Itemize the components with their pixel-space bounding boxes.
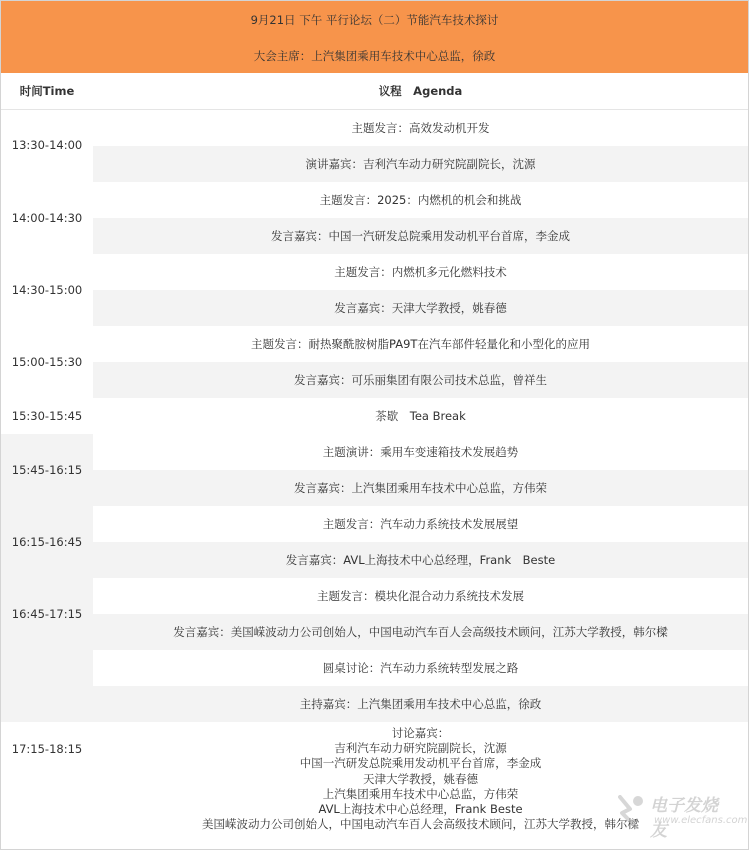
session-time: 15:30-15:45 [11, 409, 83, 423]
session-time: 14:30-15:00 [11, 283, 83, 297]
discussion-line: 美国嵘波动力公司创始人，中国电动汽车百人会高级技术顾问，江苏大学教授，韩尔樑 [202, 817, 639, 832]
table-header [1, 73, 748, 110]
session-time: 13:30-14:00 [11, 138, 83, 152]
agenda-item: 主持嘉宾：上汽集团乘用车技术中心总监，徐政 [93, 686, 748, 722]
agenda-item: 演讲嘉宾：吉利汽车动力研究院副院长，沈源 [93, 146, 748, 182]
agenda-item: 主题发言：耐热聚酰胺树脂PA9T在汽车部件轻量化和小型化的应用 [93, 326, 748, 362]
agenda-item: 主题发言：模块化混合动力系统技术发展 [93, 578, 748, 614]
agenda-item: 主题发言：高效发动机开发 [93, 110, 748, 146]
agenda-item: 发言嘉宾：AVL上海技术中心总经理，Frank Beste [93, 542, 748, 578]
agenda-item: 主题发言：内燃机多元化燃料技术 [93, 254, 748, 290]
forum-chair: 大会主席：上汽集团乘用车技术中心总监，徐政 [253, 49, 496, 63]
forum-header [1, 1, 748, 73]
agenda-item: 发言嘉宾：天津大学教授，姚春德 [93, 290, 748, 326]
agenda-item: 主题发言：汽车动力系统技术发展展望 [93, 506, 748, 542]
agenda-item: 发言嘉宾：上汽集团乘用车技术中心总监，方伟荣 [93, 470, 748, 506]
agenda-item: 发言嘉宾：可乐丽集团有限公司技术总监，曾祥生 [93, 362, 748, 398]
session-time: 14:00-14:30 [11, 211, 83, 225]
discussion-line: AVL上海技术中心总经理，Frank Beste [318, 802, 523, 817]
agenda-item-tea-break: 茶歇 Tea Break [93, 398, 748, 434]
agenda-item: 主题发言：2025：内燃机的机会和挑战 [93, 182, 748, 218]
session-time: 17:15-18:15 [11, 742, 83, 756]
discussion-line: 讨论嘉宾： [391, 726, 450, 740]
discussion-line: 上汽集团乘用车技术中心总监，方伟荣 [322, 786, 519, 801]
session-time: 15:45-16:15 [11, 463, 83, 477]
agenda-item: 圆桌讨论：汽车动力系统转型发展之路 [93, 650, 748, 686]
discussion-line: 中国一汽研发总院乘用发动机平台首席，李金成 [299, 756, 542, 771]
agenda-item: 发言嘉宾：美国嵘波动力公司创始人，中国电动汽车百人会高级技术顾问，江苏大学教授，韩尔樑 [93, 614, 748, 650]
agenda-item: 发言嘉宾：中国一汽研发总院乘用发动机平台首席，李金成 [93, 218, 748, 254]
column-header-time: 时间Time [19, 84, 75, 98]
session-time: 16:45-17:15 [11, 607, 83, 621]
column-header-agenda: 议程 Agenda [378, 84, 463, 98]
discussion-line: 吉利汽车动力研究院副院长，沈源 [334, 741, 507, 756]
watermark-url: www.elecfans.com [654, 815, 748, 826]
agenda-item: 主题演讲：乘用车变速箱技术发展趋势 [93, 434, 748, 470]
discussion-line: 天津大学教授，姚春德 [363, 771, 478, 786]
session-time: 16:15-16:45 [11, 535, 83, 549]
watermark-brand: 电子发烧友 [650, 796, 718, 841]
watermark-logo-icon [614, 791, 648, 831]
watermark [614, 787, 748, 841]
forum-title: 9月21日 下午 平行论坛（二）节能汽车技术探讨 [250, 13, 499, 27]
session-time: 15:00-15:30 [11, 355, 83, 369]
